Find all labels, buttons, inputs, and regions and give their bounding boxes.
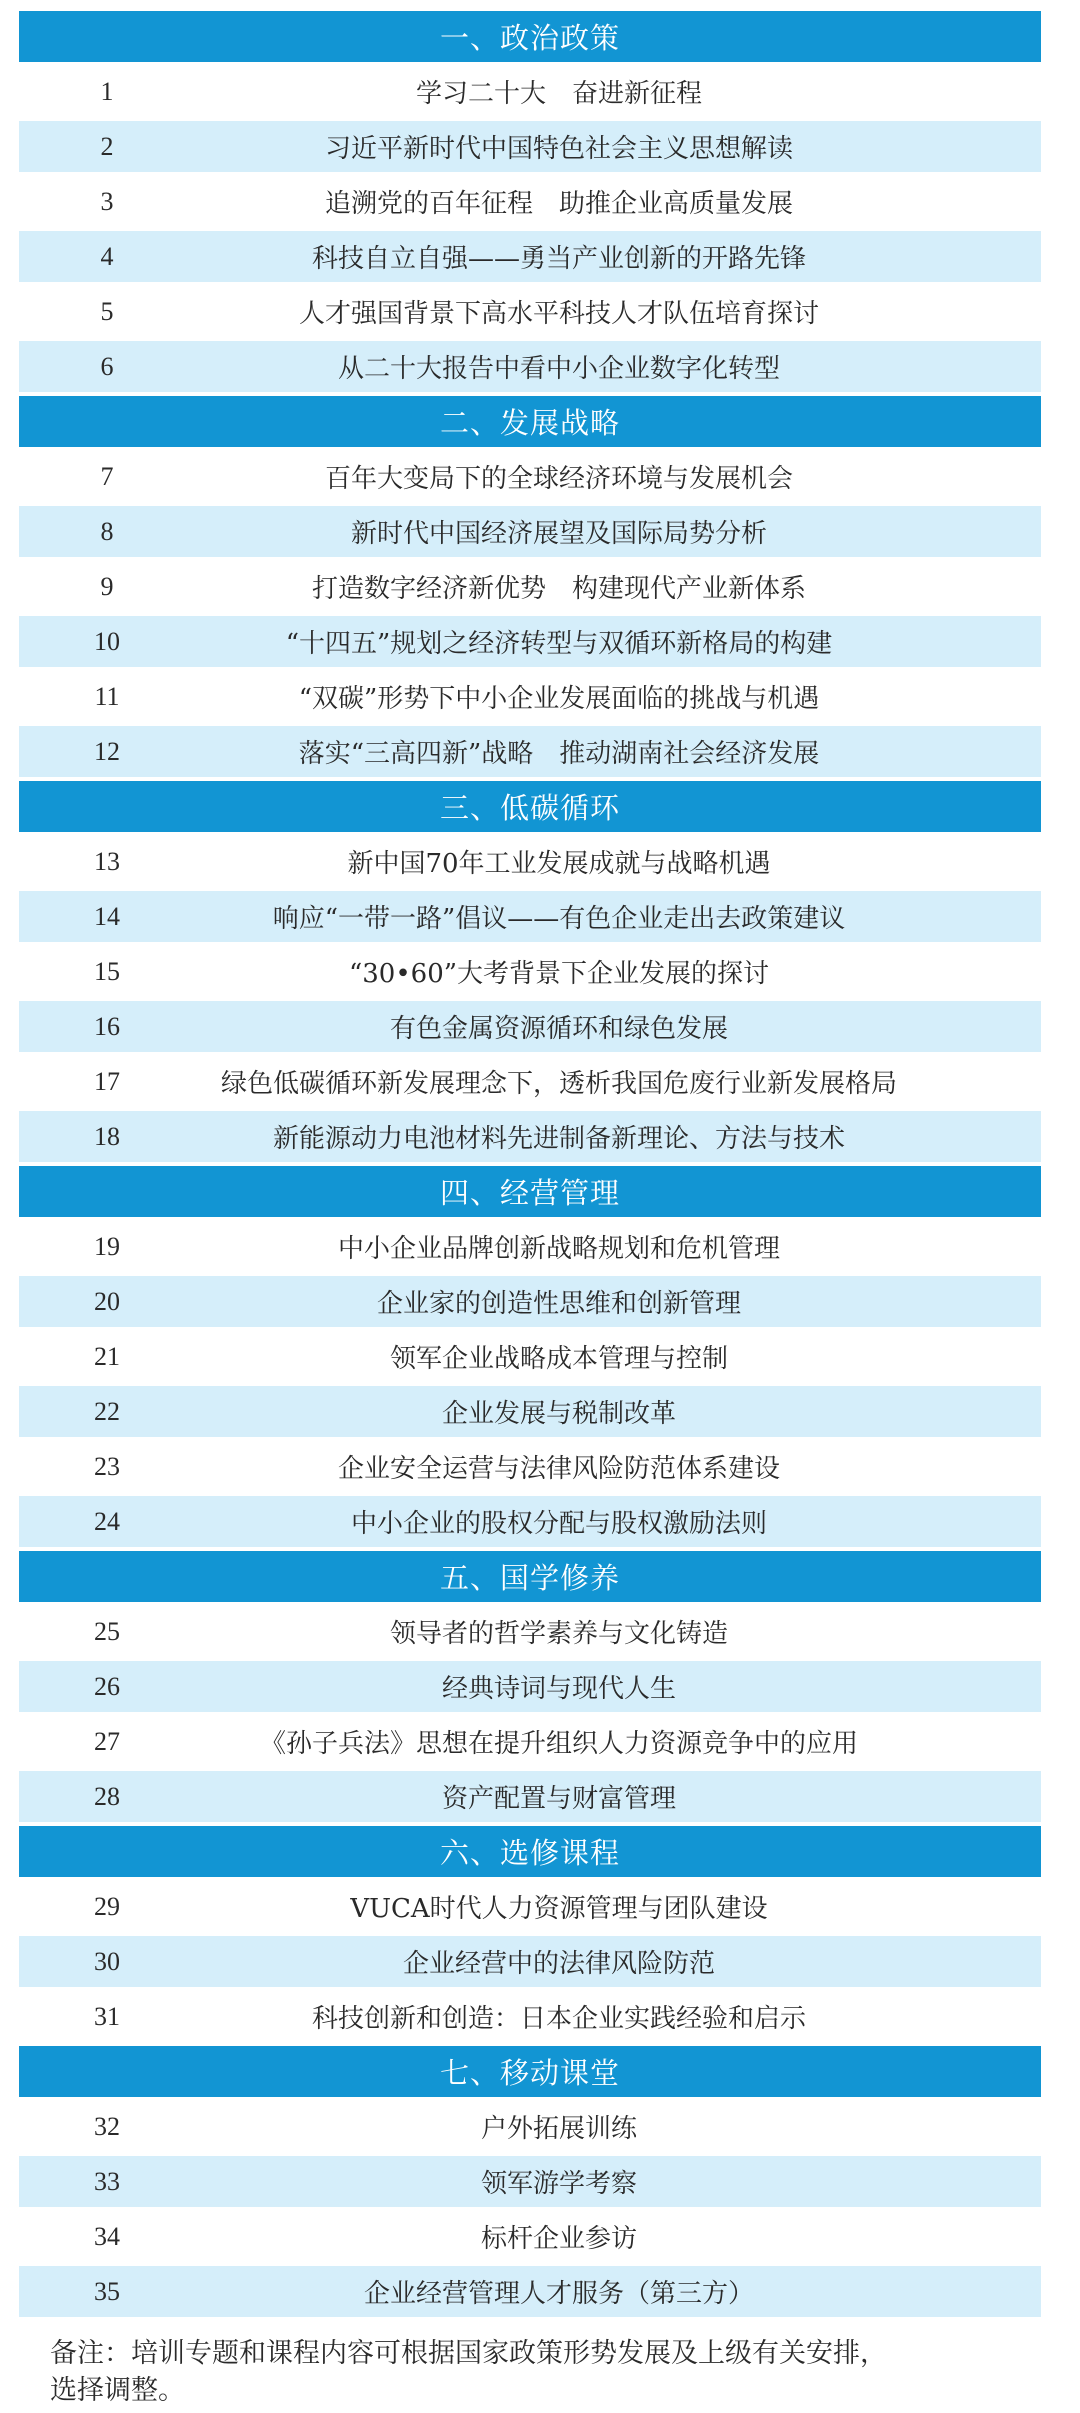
section-header: 六、选修课程: [19, 1826, 1041, 1877]
table-row: [19, 451, 1041, 502]
course-title: 领导者的哲学素养与文化铸造: [389, 1619, 728, 1649]
course-number: 1: [100, 76, 114, 106]
table-row: [19, 616, 1041, 667]
table-row: [19, 1496, 1041, 1547]
course-title: 响应“一带一路”倡议——有色企业走出去政策建议: [272, 904, 846, 934]
table-row: [19, 176, 1041, 227]
course-number: 5: [100, 296, 114, 326]
course-number: 8: [100, 516, 114, 546]
table-row: [19, 1111, 1041, 1162]
course-number: 22: [94, 1396, 120, 1426]
remark-note: [50, 2335, 1040, 2409]
course-title: 习近平新时代中国特色社会主义思想解读: [324, 134, 793, 164]
course-number: 21: [94, 1341, 120, 1371]
course-title: VUCA时代人力资源管理与团队建设: [350, 1894, 768, 1924]
course-title: “30•60”大考背景下企业发展的探讨: [348, 959, 770, 989]
course-number: 6: [100, 351, 114, 381]
course-title: “双碳”形势下中小企业发展面临的挑战与机遇: [298, 684, 820, 714]
table-row: [19, 1991, 1041, 2042]
course-title: 企业经营管理人才服务（第三方）: [363, 2279, 754, 2309]
section-header: 四、经营管理: [19, 1166, 1041, 1217]
course-number: 3: [100, 186, 114, 216]
table-row: [19, 121, 1041, 172]
course-number: 35: [94, 2276, 120, 2306]
course-title: 绿色低碳循环新发展理念下，透析我国危废行业新发展格局: [220, 1069, 897, 1099]
course-number: 14: [94, 901, 120, 931]
table-row: [19, 506, 1041, 557]
course-number: 17: [94, 1066, 120, 1096]
course-title: “十四五”规划之经济转型与双循环新格局的构建: [285, 629, 833, 659]
section-header: 三、低碳循环: [19, 781, 1041, 832]
table-row: [19, 2211, 1041, 2262]
course-number: 34: [94, 2221, 120, 2251]
course-title: 户外拓展训练: [480, 2114, 637, 2144]
course-title: 经典诗词与现代人生: [441, 1674, 676, 1704]
course-number: 29: [94, 1891, 120, 1921]
remark-line-1: 备注：培训专题和课程内容可根据国家政策形势发展及上级有关安排，: [50, 2338, 887, 2369]
course-title: 新中国70年工业发展成就与战略机遇: [347, 849, 771, 879]
course-title: 科技自立自强——勇当产业创新的开路先锋: [311, 244, 806, 274]
section-header: 七、移动课堂: [19, 2046, 1041, 2097]
course-number: 11: [94, 681, 120, 711]
course-title: 企业家的创造性思维和创新管理: [376, 1289, 741, 1319]
course-number: 4: [100, 241, 114, 271]
course-number: 15: [94, 956, 120, 986]
course-title: 科技创新和创造：日本企业实践经验和启示: [311, 2004, 806, 2034]
course-number: 9: [100, 571, 114, 601]
table-row: [19, 836, 1041, 887]
course-title: 企业安全运营与法律风险防范体系建设: [337, 1454, 780, 1484]
table-row: [19, 726, 1041, 777]
course-number: 23: [94, 1451, 120, 1481]
table-row: [19, 1716, 1041, 1767]
table-row: [19, 1056, 1041, 1107]
table-row: [19, 1001, 1041, 1052]
table-row: [19, 946, 1041, 997]
course-title: 有色金属资源循环和绿色发展: [389, 1014, 728, 1044]
table-row: [19, 561, 1041, 612]
course-table: [19, 11, 1041, 2317]
table-row: [19, 1276, 1041, 1327]
course-title: 学习二十大 奋进新征程: [415, 79, 702, 109]
table-row: [19, 231, 1041, 282]
course-number: 13: [94, 846, 120, 876]
course-title: 追溯党的百年征程 助推企业高质量发展: [324, 189, 793, 219]
course-title: 百年大变局下的全球经济环境与发展机会: [324, 464, 793, 494]
table-row: [19, 2156, 1041, 2207]
course-number: 19: [94, 1231, 120, 1261]
table-row: [19, 891, 1041, 942]
table-row: [19, 341, 1041, 392]
table-row: [19, 2266, 1041, 2317]
table-row: [19, 1221, 1041, 1272]
course-number: 7: [100, 461, 114, 491]
table-row: [19, 671, 1041, 722]
table-row: [19, 1386, 1041, 1437]
course-number: 27: [94, 1726, 120, 1756]
table-row: [19, 1661, 1041, 1712]
table-row: [19, 66, 1041, 117]
remark-line-2: 选择调整。: [50, 2375, 185, 2406]
course-title: 从二十大报告中看中小企业数字化转型: [337, 354, 780, 384]
table-row: [19, 2101, 1041, 2152]
table-row: [19, 1441, 1041, 1492]
table-row: [19, 1771, 1041, 1822]
course-number: 16: [94, 1011, 120, 1041]
course-title: 领军游学考察: [480, 2169, 637, 2199]
course-number: 20: [94, 1286, 120, 1316]
section-header: 二、发展战略: [19, 396, 1041, 447]
course-number: 2: [100, 131, 114, 161]
course-number: 32: [94, 2111, 120, 2141]
course-title: 《孙子兵法》思想在提升组织人力资源竞争中的应用: [259, 1729, 858, 1759]
course-number: 33: [94, 2166, 120, 2196]
course-number: 28: [94, 1781, 120, 1811]
course-number: 31: [94, 2001, 120, 2031]
course-number: 12: [94, 736, 120, 766]
course-number: 18: [94, 1121, 120, 1151]
table-row: [19, 1936, 1041, 1987]
course-title: 新时代中国经济展望及国际局势分析: [350, 519, 767, 549]
course-title: 打造数字经济新优势 构建现代产业新体系: [311, 574, 806, 604]
section-header: 一、政治政策: [19, 11, 1041, 62]
course-title: 中小企业品牌创新战略规划和危机管理: [337, 1234, 780, 1264]
table-row: [19, 286, 1041, 337]
table-row: [19, 1881, 1041, 1932]
course-title: 落实“三高四新”战略 推动湖南社会经济发展: [298, 739, 820, 769]
course-number: 30: [94, 1946, 120, 1976]
course-number: 24: [94, 1506, 120, 1536]
course-number: 26: [94, 1671, 120, 1701]
course-title: 人才强国背景下高水平科技人才队伍培育探讨: [298, 299, 819, 329]
course-title: 标杆企业参访: [480, 2224, 637, 2254]
course-number: 10: [94, 626, 120, 656]
course-title: 新能源动力电池材料先进制备新理论、方法与技术: [272, 1124, 845, 1154]
table-row: [19, 1606, 1041, 1657]
table-row: [19, 1331, 1041, 1382]
course-number: 25: [94, 1616, 120, 1646]
course-title: 企业经营中的法律风险防范: [402, 1949, 715, 1979]
course-title: 资产配置与财富管理: [441, 1784, 676, 1814]
section-header: 五、国学修养: [19, 1551, 1041, 1602]
course-title: 企业发展与税制改革: [441, 1399, 676, 1429]
course-title: 领军企业战略成本管理与控制: [389, 1344, 728, 1374]
course-title: 中小企业的股权分配与股权激励法则: [350, 1509, 767, 1539]
